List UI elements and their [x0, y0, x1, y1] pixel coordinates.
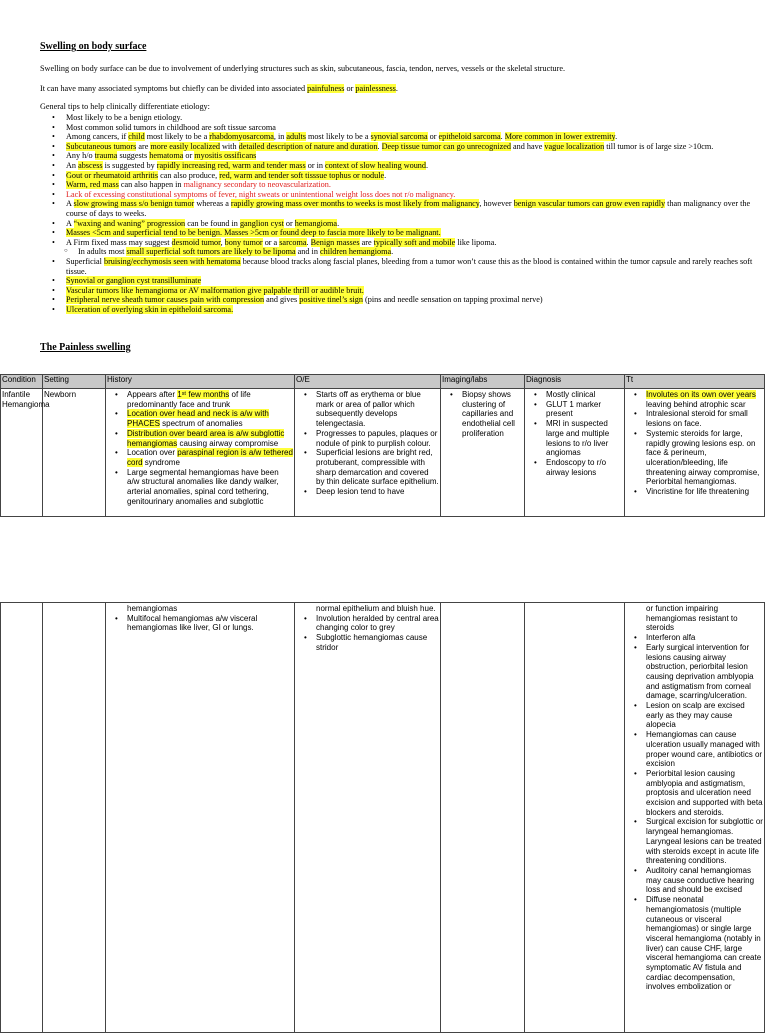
text-run: hemangioma [294, 218, 338, 228]
cell-oe [295, 389, 441, 517]
list-item [127, 390, 293, 409]
cell-history [106, 389, 295, 517]
text-run: Location over [127, 448, 178, 458]
text-run: synovial sarcoma [370, 132, 428, 142]
list-item [66, 113, 756, 123]
text-run: adults [286, 132, 306, 142]
text-run: most likely to be a [305, 132, 371, 142]
text-run: , [220, 237, 225, 247]
list-item: • Progresses to papules, plaques or nodule of pink to purplish colour. [316, 429, 439, 448]
text-run: and have [510, 141, 545, 151]
text-run: myositis ossificans [194, 151, 257, 161]
text-run: are [359, 237, 374, 247]
text-run: can also produce, [158, 170, 220, 180]
table-row [1, 389, 765, 517]
list-item [646, 390, 763, 409]
text-run: hematoma [149, 151, 184, 161]
text-run: or in [305, 160, 326, 170]
text-run: Vascular tumors like hemangioma or AV malformation give palpable thrill or audible bruit. [66, 285, 364, 295]
header-history: History [106, 375, 295, 389]
list-item: • Diffuse neonatal hemangiomatosis (multiple cutaneous or visceral hemangiomas) or single large visceral hemangioma (notably in liver) can cause CHF, large visceral hemangioma can create symptomatic AV fistula and cardiac decompensation, involves embolization or [646, 895, 763, 992]
text-run: Most common solid tumors in childhood are soft tissue sarcoma [66, 122, 276, 132]
text-run: more easily localized [150, 141, 220, 151]
cell-history [106, 603, 295, 1033]
text-run: . [391, 247, 394, 257]
list-item [66, 247, 756, 257]
list-item [66, 180, 756, 190]
text-run: small superficial soft tumors are likely to be lipoma [126, 247, 296, 257]
cell-tt [625, 389, 765, 517]
text-run: positive tinel’s sign [299, 295, 363, 305]
text-run: and in [295, 247, 320, 257]
list-item [66, 142, 756, 152]
list-item: • Periorbital lesion causing amblyopia and astigmatism, proptosis and ulceration need excision and supported with beta blockers and steroids. [646, 769, 763, 818]
text-run: An [66, 160, 79, 170]
text-run: . [384, 170, 387, 180]
list-item: • Superficial lesions are bright red, protuberant, compressible with sharp demarcation and covered by thin delicate surface epithelium. [316, 448, 439, 487]
list-item: • Hemangiomas can cause ulceration usually managed with proper wound care, antibiotics or excision [646, 730, 763, 769]
list-item [127, 429, 293, 448]
list-item [66, 132, 756, 142]
text-run: or [283, 218, 295, 228]
text-run: Superficial [66, 256, 104, 266]
list-item [646, 487, 763, 497]
intro-paragraph-2: It can have many associated symptoms but chiefly can be divided into associated painfulness or painlessness. [40, 84, 398, 93]
cell-imaging [441, 603, 525, 1033]
text-run: . [337, 218, 340, 228]
tips-list [40, 113, 756, 314]
text-run: Ulceration of overlying skin in epitheloid sarcoma. [66, 304, 234, 314]
cell-condition [1, 603, 43, 1033]
text-run: can also happen in [118, 180, 184, 190]
text-run: Systemic steroids for large, rapidly growing lesions esp. on face & perineum, ulceration/bleeding, life threatening airway compromise, Periorbital hemangiomas. [646, 428, 760, 487]
table-row [1, 603, 765, 1033]
text-run: Most likely to be a benign etiology. [66, 113, 183, 122]
cell-diagnosis [525, 389, 625, 517]
text-run: malignancy secondary to neovascularization. [183, 180, 331, 190]
text-run: of life predominantly face and trunk [127, 390, 251, 409]
cell-oe [295, 603, 441, 1033]
text-run: are [136, 141, 151, 151]
list-item: • Starts off as erythema or blue mark or area of pallor which subsequently develops telengectasia. [316, 390, 439, 429]
text-run: , however [479, 199, 514, 209]
text-run: detailed description of nature and duration [238, 141, 378, 151]
text-run: . [500, 132, 505, 142]
text-run: . [377, 141, 382, 151]
text-run: (pins and needle sensation on tapping proximal nerve) [362, 295, 543, 305]
list-item [127, 468, 293, 507]
list-item: • Biopsy shows clustering of capillaries and endothelial cell proliferation [462, 390, 523, 439]
oe-list [296, 390, 439, 497]
text-run: sarcoma [279, 237, 307, 247]
list-item [646, 429, 763, 487]
tt-list [626, 633, 763, 992]
text-run: Deep tissue tumor can go unrecognized [381, 141, 511, 151]
text-run: . [306, 237, 311, 247]
text-run: typically soft and mobile [373, 237, 456, 247]
text-run: Warm, red mass [66, 180, 119, 190]
list-item [66, 171, 756, 181]
text-run: causing airway compromise [177, 438, 279, 448]
imaging-list [442, 390, 523, 439]
text-run: Location over head and neck is a/w with PHACES [127, 409, 269, 429]
text-run: children hemangioma [319, 247, 392, 257]
list-item [66, 238, 756, 248]
tt-continued: or function impairing hemangiomas resistant to steroids [646, 604, 738, 633]
text-run: Peripheral nerve sheath tumor causes pain with compression [66, 295, 265, 305]
text-run: red, warm and tender soft tisssue tophus or nodule [219, 170, 385, 180]
text-run: Appears after [127, 390, 178, 399]
header-setting: Setting [43, 375, 106, 389]
text-run: desmoid tumor [171, 237, 221, 247]
text-run: can be found in [185, 218, 240, 228]
text-run: Lack of excessing constitutional symptoms of fever, night sweats or unintentional weight loss does not r/o malignancy. [66, 189, 456, 199]
header-tt: Tt [625, 375, 765, 389]
text-run: because blood tracks along fascial planes, bleeding from a tumor won’t cause this as the blood is contained within the tumor capsule and rarely reaches soft tissue. [66, 256, 753, 276]
list-item [66, 305, 756, 315]
text-run: Masses <5cm and superficial tend to be benign. Masses >5cm or found deep to fascia more likely to be malignant. [66, 228, 441, 238]
text-run: Vincristine for life threatening [646, 487, 750, 497]
text-run: or [183, 151, 195, 161]
text-run: or a [262, 237, 280, 247]
text-run: slow growing mass s/o benign tumor [73, 199, 195, 209]
cell-setting [43, 603, 106, 1033]
cell-diagnosis [525, 603, 625, 1033]
list-item [646, 409, 763, 428]
text-run: Gout or rheumatoid arthritis [66, 170, 159, 180]
text-run: abscess [78, 160, 103, 170]
list-item [66, 276, 756, 286]
list-item: • Surgical excision for subglottic or laryngeal hemangiomas. Laryngeal lesions can be treated with steroids except in acute life threatening conditions. [646, 817, 763, 866]
text-run: rapidly growing mass over months to weeks is most likely from malignancy [230, 199, 480, 209]
tips-heading: General tips to help clinically differentiate etiology: [40, 102, 210, 111]
text-run: till tumor is of large size >10cm. [604, 141, 714, 151]
text-run: Synovial or ganglion cyst transilluminate [66, 276, 202, 286]
list-item: • Subglottic hemangiomas cause stridor [316, 633, 439, 652]
list-item: • Deep lesion tend to have [316, 487, 439, 497]
text-run: Involutes on its own over years [646, 390, 756, 399]
painless-swelling-table-continued [0, 602, 765, 1033]
text-run: epitheloid sarcoma [438, 132, 501, 142]
list-item: • Auditoiry canal hemangiomas may cause conductive hearing loss and should be excised [646, 866, 763, 895]
list-item: • MRI in suspected large and multiple lesions to r/o liver angiomas [546, 419, 623, 458]
section-title-painless: The Painless swelling [40, 342, 131, 353]
text-run: rhabdomyosarcoma [209, 132, 274, 142]
text-run: , in [273, 132, 287, 142]
list-item [66, 257, 756, 276]
list-item [66, 161, 756, 171]
text-run: A Firm fixed mass may suggest [66, 237, 172, 247]
text-run: Distribution over beard area is a/w subglottic hemangiomas [127, 428, 285, 448]
diagnosis-list [526, 390, 623, 477]
list-item [66, 228, 756, 238]
history-continued: hemangiomas [127, 604, 178, 613]
text-run: context of slow healing wound [325, 160, 426, 170]
text-run: In adults most [78, 247, 127, 257]
list-item [127, 448, 293, 467]
list-item [127, 409, 293, 428]
text-run: Any h/o [66, 151, 95, 161]
text-run: than malignancy over the course of days to weeks. [66, 199, 751, 218]
text-run: benign vascular tumors can grow even rapidly [513, 199, 666, 209]
list-item: • GLUT 1 marker present [546, 400, 623, 419]
list-item [66, 199, 756, 218]
oe-continued: normal epithelium and bluish hue. [316, 604, 436, 613]
text-run: ganglion cyst [239, 218, 284, 228]
list-item: • Interferon alfa [646, 633, 763, 643]
cell-setting: Newborn [43, 389, 106, 517]
text-run: “waxing and waning” progression [73, 218, 186, 228]
list-item [66, 190, 756, 200]
list-item [66, 286, 756, 296]
header-condition: Condition [1, 375, 43, 389]
text-run: is suggested by [102, 160, 157, 170]
text-run: Among cancers, if [66, 132, 129, 142]
section-title: Swelling on body surface [40, 41, 147, 52]
text-run: and gives [264, 295, 300, 305]
text-run: with [219, 141, 239, 151]
text-run: 1ˢᵗ few months [177, 390, 230, 399]
text-run: trauma [94, 151, 118, 161]
text-run: paraspinal region is a/w tethered cord [127, 448, 293, 467]
list-item [66, 295, 756, 305]
painless-swelling-table [0, 374, 765, 517]
list-item [66, 219, 756, 229]
text-run: . [426, 160, 429, 170]
list-item: • Multifocal hemangiomas a/w visceral hemangiomas like liver, GI or lungs. [127, 614, 293, 633]
text-run: like lipoma. [455, 237, 497, 247]
text-run: Large segmental hemangiomas have been a/w structural anomalies like dandy walker, arterial anomalies, spinal cord tethering, genitourinary anomalies and subglottic [127, 467, 279, 506]
list-item: • Involution heralded by central area changing color to grey [316, 614, 439, 633]
intro-paragraph-1: Swelling on body surface can be due to involvement of underlying structures such as skin, subcutaneous, fascia, tendon, nerves, vessels or the skeletal structure. [40, 64, 565, 73]
text-run: A [66, 199, 74, 209]
tt-list [626, 390, 763, 497]
text-run: whereas a [194, 199, 231, 209]
list-item [66, 123, 756, 133]
history-list [107, 390, 293, 506]
text-run: suggests [117, 151, 150, 161]
header-oe: O/E [295, 375, 441, 389]
header-diagnosis: Diagnosis [525, 375, 625, 389]
text-run: Benign masses [310, 237, 360, 247]
cell-imaging [441, 389, 525, 517]
list-item: • Early surgical intervention for lesions causing airway obstruction, periorbital lesion causing deprivation amblyopia and astigmatism from corneal damage, scarring/ulceration. [646, 643, 763, 701]
table-header-row [1, 375, 765, 389]
text-run: most likely to be a [144, 132, 210, 142]
history-list [107, 614, 293, 633]
text-run: or [427, 132, 439, 142]
text-run: More common in lower extremity [504, 132, 616, 142]
text-run: Intralesional steroid for small lesions on face. [646, 409, 748, 429]
text-run: bruising/ecchymosis seen with hematoma [103, 256, 241, 266]
text-run: . [615, 132, 618, 142]
list-item: • Mostly clinical [546, 390, 623, 400]
text-run: rapidly increasing red, warm and tender mass [156, 160, 306, 170]
oe-list [296, 614, 439, 653]
text-run: bony tumor [224, 237, 263, 247]
text-run: vague localization [544, 141, 605, 151]
text-run: A [66, 218, 74, 228]
text-run: Subcutaneous tumors [66, 141, 137, 151]
text-run: child [128, 132, 145, 142]
text-run: leaving behind atrophic scar [646, 399, 746, 409]
header-imaging: Imaging/labs [441, 375, 525, 389]
list-item: • Lesion on scalp are excised early as they may cause alopecia [646, 701, 763, 730]
text-run: syndrome [142, 457, 180, 467]
cell-condition: Infantile Hemangioma [1, 389, 43, 517]
list-item [66, 151, 756, 161]
cell-tt [625, 603, 765, 1033]
list-item: • Endoscopy to r/o airway lesions [546, 458, 623, 477]
text-run: spectrum of anomalies [159, 419, 243, 429]
